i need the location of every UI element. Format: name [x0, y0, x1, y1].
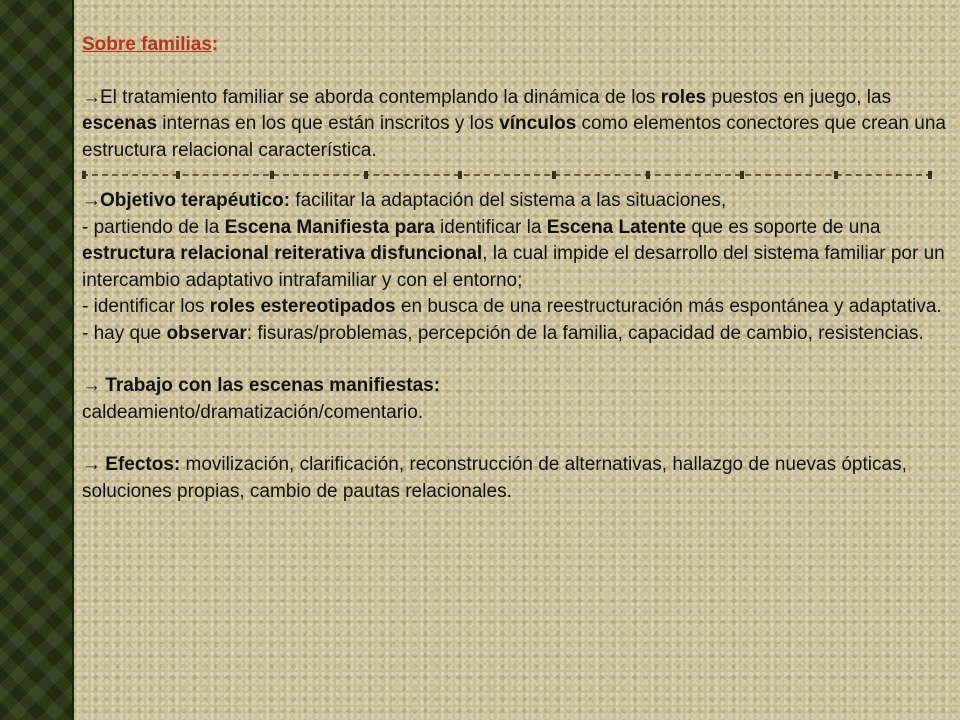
divider-dot [552, 171, 556, 179]
divider-dot [740, 171, 744, 179]
divider-dot [458, 171, 462, 179]
arrow-icon: → [82, 190, 101, 211]
slide-content [82, 32, 948, 505]
paragraph-roles: →El tratamiento familiar se aborda contemplando la dinámica de los roles puestos en juego, las escenas internas en los que están inscritos y los vínculos como elementos conectores que crean una estructura relacional característica. [82, 86, 946, 161]
arrow-icon: → [82, 454, 101, 475]
divider-dot [364, 171, 368, 179]
slide-title: Sobre familias: [82, 34, 219, 55]
divider-dot [82, 171, 86, 179]
divider-dot [834, 171, 838, 179]
paragraph-objective: →Objetivo terapéutico: facilitar la adaptación del sistema a las situaciones, - partiendo de la Escena Manifiesta para identificar la Escena Latente que es soporte de una estructura relacional reiterativa disfuncional, la cual impide el desarrollo del sistema familiar por un intercambio adaptativo intrafamiliar y con el entorno; - identificar los roles estereotipados en busca de una reestructuración más espontánea y adaptativa. - hay que observar: fisuras/problemas, percepción de la familia, capacidad de cambio, resistencias. [82, 190, 945, 344]
divider-dot [270, 171, 274, 179]
dashed-divider [82, 168, 932, 182]
decorative-sidebar [0, 0, 74, 720]
paragraph-trabajo: → Trabajo con las escenas manifiestas: caldeamiento/dramatización/comentario. [82, 375, 441, 423]
arrow-icon: → [82, 86, 101, 108]
divider-dot [646, 171, 650, 179]
divider-dot [176, 171, 180, 179]
paragraph-efectos: → Efectos: movilización, clarificación, reconstrucción de alternativas, hallazgo de nuevas ópticas, soluciones propias, cambio de pautas relacionales. [82, 454, 907, 502]
divider-dot [928, 171, 932, 179]
arrow-icon: → [82, 375, 101, 396]
title-link[interactable]: Sobre familias [82, 34, 212, 55]
